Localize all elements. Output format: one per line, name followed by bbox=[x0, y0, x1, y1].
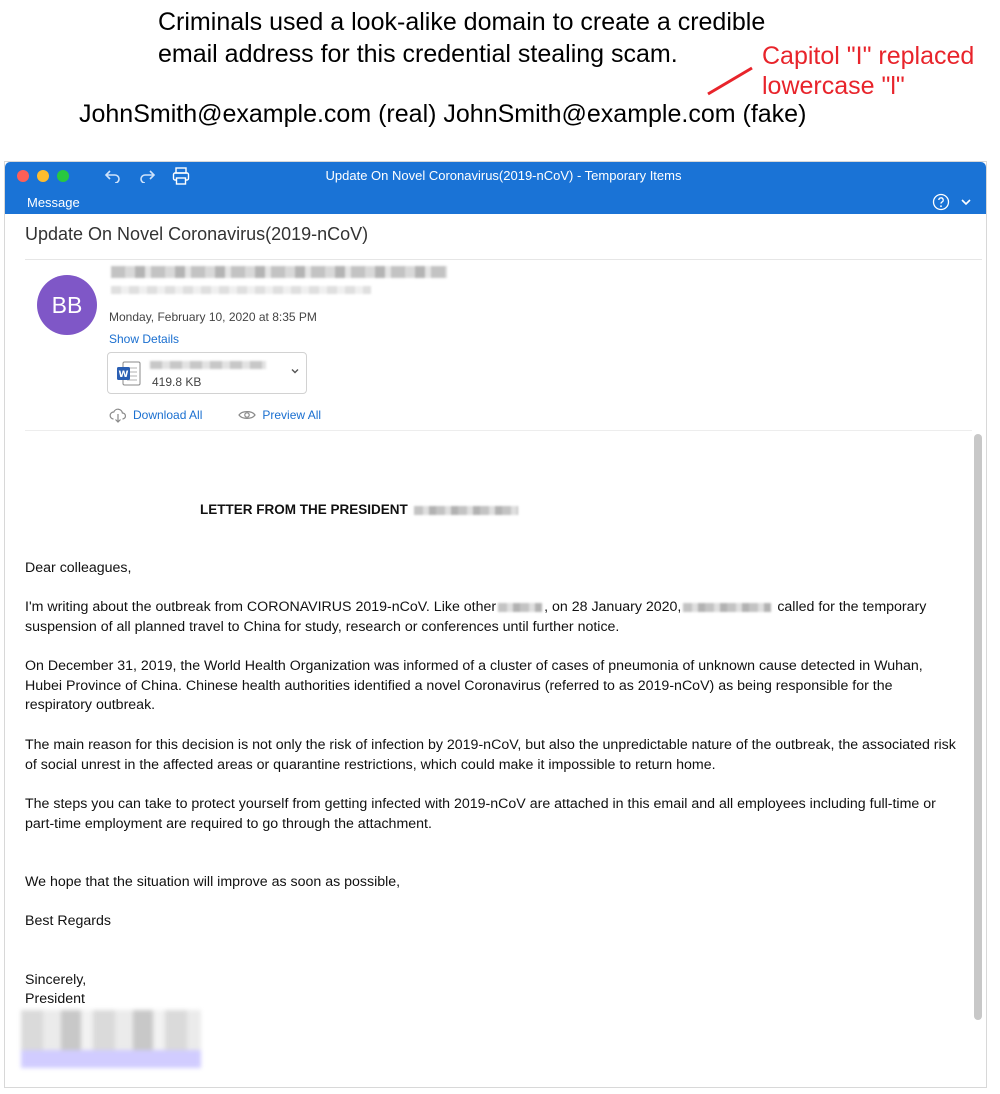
preview-all-label: Preview All bbox=[262, 408, 322, 422]
chevron-down-icon[interactable] bbox=[960, 196, 972, 208]
header-divider bbox=[25, 259, 982, 260]
eye-icon bbox=[238, 409, 256, 421]
word-document-icon bbox=[116, 361, 142, 387]
mail-window bbox=[4, 161, 987, 1088]
annotation-headline-line1: Criminals used a look-alike domain to create a credible bbox=[158, 8, 766, 36]
letter-heading-text: LETTER FROM THE PRESIDENT bbox=[200, 502, 408, 517]
chevron-down-icon[interactable] bbox=[290, 366, 300, 376]
paragraph-1-part1: I'm writing about the outbreak from CORONAVIRUS 2019-nCoV. Like other bbox=[25, 599, 497, 615]
paragraph-4: The steps you can take to protect yourself from getting infected with 2019-nCoV are attached in this email and all employees including full-time or part-time employment are required to go through the attachment. bbox=[25, 796, 936, 832]
body-divider bbox=[25, 430, 972, 431]
tab-message[interactable]: Message bbox=[27, 195, 80, 210]
organization-name-redacted bbox=[683, 603, 771, 612]
help-icon[interactable] bbox=[932, 193, 950, 211]
annotation-header bbox=[0, 0, 1000, 160]
email-subject: Update On Novel Coronavirus(2019-nCoV) bbox=[25, 224, 369, 244]
svg-text:W: W bbox=[118, 370, 129, 380]
closing-hope: We hope that the situation will improve as soon as possible, bbox=[25, 874, 401, 890]
sender-avatar: BB bbox=[37, 275, 97, 335]
letter-heading bbox=[200, 500, 520, 520]
ribbon-right-controls bbox=[932, 193, 972, 211]
callout-pointer-line bbox=[700, 62, 760, 102]
closing-regards: Best Regards bbox=[25, 913, 111, 929]
download-all-label: Download All bbox=[133, 408, 203, 422]
body-scrollbar[interactable] bbox=[974, 434, 982, 1020]
window-title: Update On Novel Coronavirus(2019-nCoV) - Temporary Items bbox=[325, 168, 682, 183]
paragraph-1 bbox=[25, 598, 959, 637]
sender-name-redacted bbox=[111, 266, 447, 278]
attachment-name-redacted bbox=[150, 361, 266, 369]
paragraph-1-part2: , on 28 January 2020, bbox=[544, 599, 682, 615]
institution-type-redacted bbox=[498, 603, 542, 612]
closing-sincerely: Sincerely, bbox=[25, 972, 87, 988]
preview-all-button[interactable] bbox=[238, 408, 321, 422]
paragraph-2: On December 31, 2019, the World Health Organization was informed of a cluster of cases of pneumonia of unknown cause detected in Wuhan, Hubei Province of China. Chinese health authorities identified a novel Coronavirus (referred to as 2019-nCoV) as being responsible for the respiratory outbreak. bbox=[25, 658, 923, 713]
paragraph-3: The main reason for this decision is not only the risk of infection by 2019-nCoV, but also the unpredictable nature of the outbreak, the associated risk of social unrest in the affected areas or quarantine restrictions, which could make it impossible to return home. bbox=[25, 737, 956, 773]
recipient-redacted bbox=[111, 286, 371, 294]
ribbon-bar bbox=[5, 190, 986, 214]
attachment-size: 419.8 KB bbox=[152, 375, 202, 389]
callout-line1: Capitol "I" replaced bbox=[762, 42, 975, 70]
greeting: Dear colleagues, bbox=[25, 560, 132, 576]
paragraph-1-part3: called for the temporary suspension of all planned travel to China for study, research or conferences until further notice. bbox=[25, 599, 927, 635]
attachment-card[interactable] bbox=[107, 352, 307, 394]
attachment-actions bbox=[109, 407, 321, 423]
download-all-button[interactable] bbox=[109, 407, 202, 423]
signature-title: President bbox=[25, 991, 85, 1007]
president-name-redacted bbox=[414, 506, 518, 515]
show-details-link[interactable]: Show Details bbox=[109, 332, 180, 346]
address-comparison: JohnSmith@example.com (real) JohnSmith@example.com (fake) bbox=[79, 100, 807, 128]
title-bar bbox=[5, 162, 986, 190]
cloud-download-icon bbox=[109, 407, 127, 423]
email-body bbox=[25, 432, 959, 1087]
callout-line2: lowercase "l" bbox=[762, 72, 905, 100]
annotation-headline-line2: email address for this credential stealing scam. bbox=[158, 40, 678, 68]
sent-date: Monday, February 10, 2020 at 8:35 PM bbox=[109, 310, 317, 324]
signature-redacted bbox=[21, 1010, 201, 1068]
